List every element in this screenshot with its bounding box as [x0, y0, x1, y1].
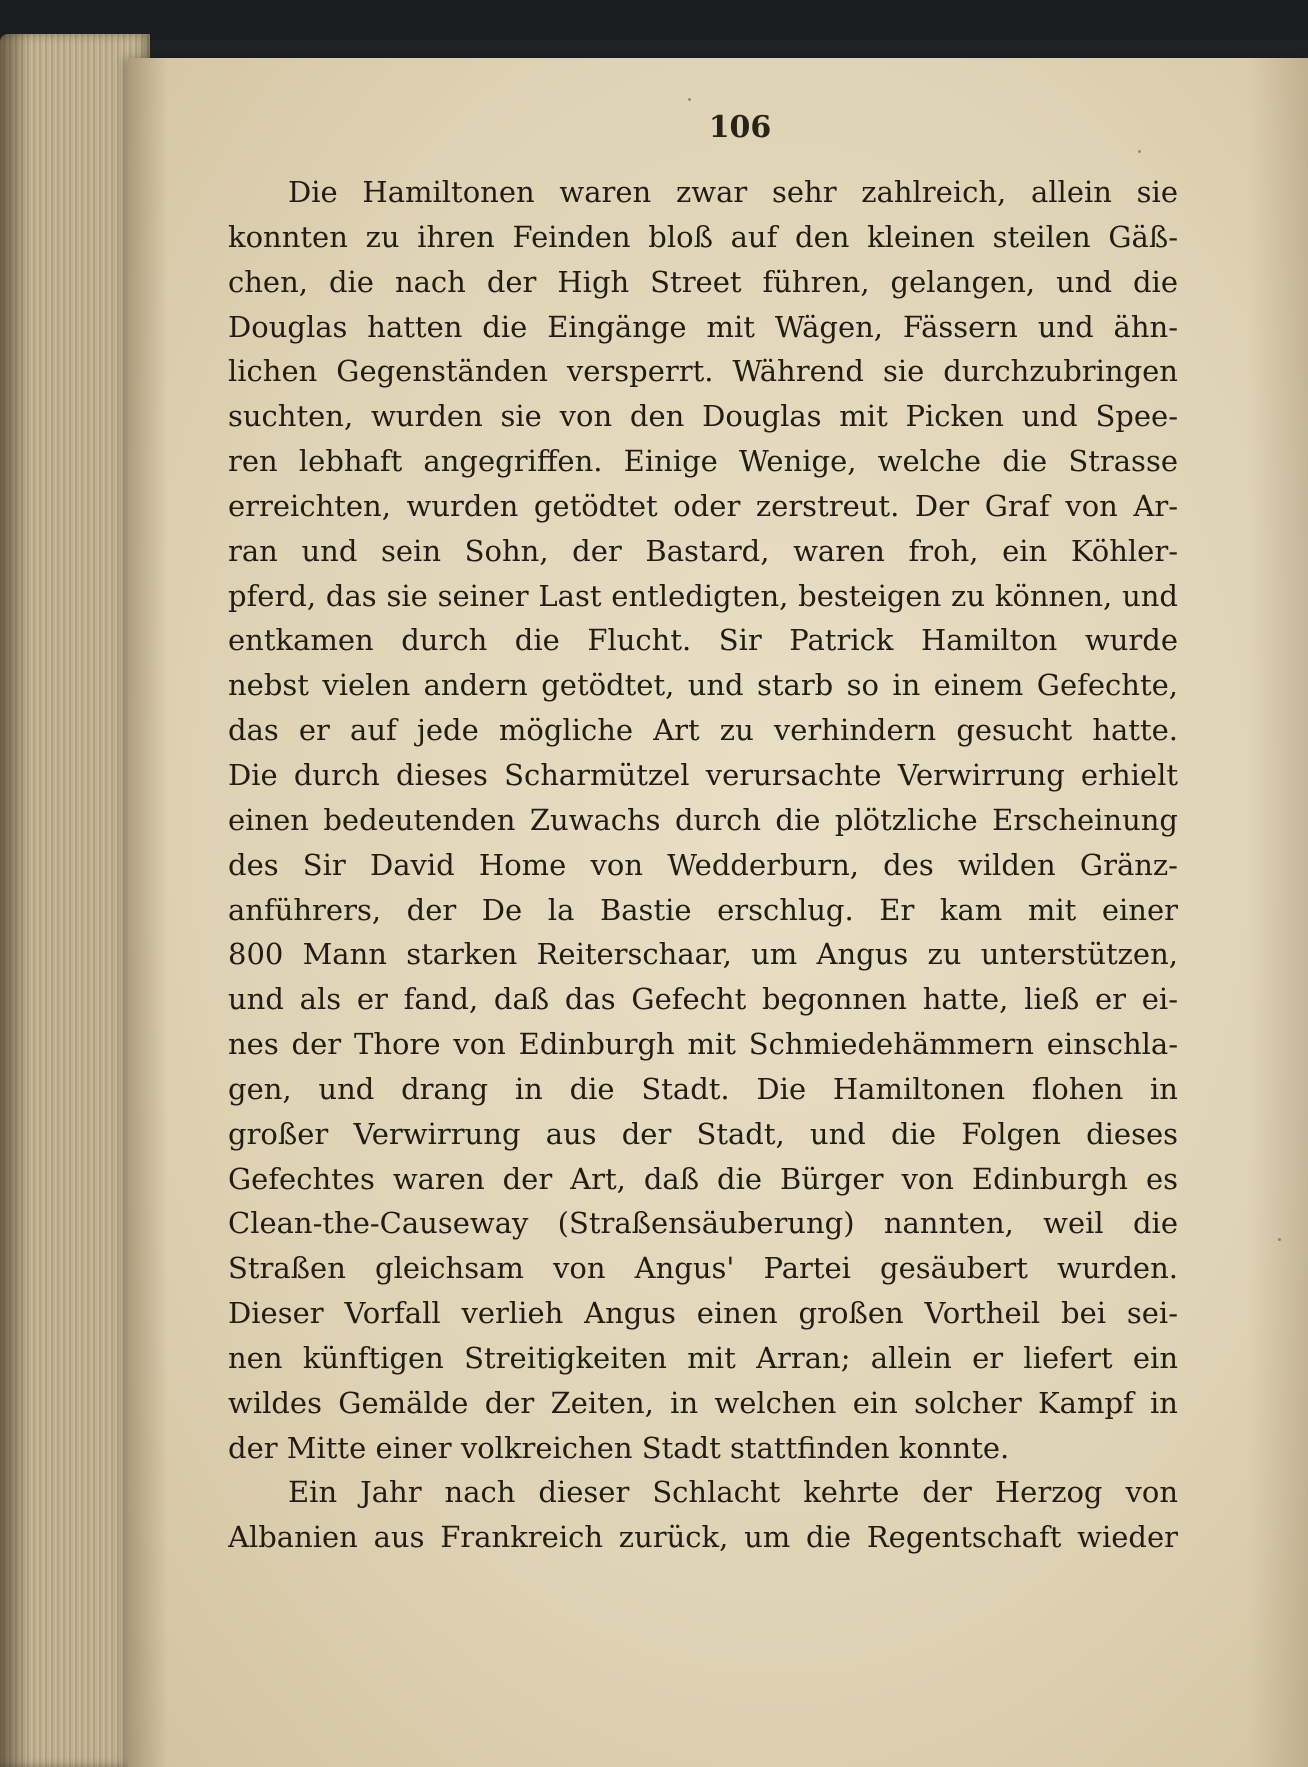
text-line: nes der Thore von Edinburgh mit Schmiedehämmern einschla-	[228, 1027, 1178, 1062]
text-line: Die Hamiltonen waren zwar sehr zahlreich, allein sie	[288, 175, 1178, 209]
text-line: anführers, der De la Bastie erschlug. Er kam mit einer	[228, 892, 1178, 927]
text-line: und als er fand, daß das Gefecht begonnen hatte, ließ er ei-	[228, 982, 1178, 1017]
paper-speck	[1138, 150, 1141, 153]
text-line: gen, und drang in die Stadt. Die Hamiltonen flohen in	[228, 1071, 1178, 1106]
text-line: das er auf jede mögliche Art zu verhindern gesucht hatte.	[228, 713, 1178, 748]
text-line: wildes Gemälde der Zeiten, in welchen ein solcher Kampf in	[228, 1385, 1178, 1420]
text-line: Gefechtes waren der Art, daß die Bürger von Edinburgh es	[228, 1161, 1178, 1196]
text-line: Albanien aus Frankreich zurück, um die Regentschaft wieder	[228, 1520, 1178, 1555]
body-text	[228, 170, 1178, 1560]
text-line: nen künftigen Streitigkeiten mit Arran; allein er liefert ein	[228, 1340, 1178, 1375]
text-line: Clean-the-Causeway (Straßensäuberung) nannten, weil die	[228, 1206, 1178, 1241]
paper-speck	[688, 98, 691, 101]
text-line: suchten, wurden sie von den Douglas mit Picken und Spee-	[228, 399, 1178, 434]
text-line: entkamen durch die Flucht. Sir Patrick Hamilton wurde	[228, 623, 1178, 658]
text-line: ren lebhaft angegriffen. Einige Wenige, welche die Strasse	[228, 444, 1178, 479]
text-line: Douglas hatten die Eingänge mit Wägen, Fässern und ähn-	[228, 309, 1178, 344]
text-line: 800 Mann starken Reiterschaar, um Angus zu unterstützen,	[228, 937, 1178, 972]
text-line: Ein Jahr nach dieser Schlacht kehrte der Herzog von	[288, 1475, 1178, 1510]
text-line: erreichten, wurden getödtet oder zerstreut. Der Graf von Ar-	[228, 488, 1178, 523]
text-line: Dieser Vorfall verlieh Angus einen großen Vortheil bei sei-	[228, 1296, 1178, 1331]
text-line: der Mitte einer volkreichen Stadt stattfinden konnte.	[228, 1430, 1010, 1465]
book-edge-shadow	[0, 34, 30, 1767]
page-right-edge	[1248, 58, 1308, 1767]
paper-speck	[1278, 1238, 1281, 1241]
text-line: pferd, das sie seiner Last entledigten, besteigen zu können, und	[228, 578, 1178, 613]
text-line: nebst vielen andern getödtet, und starb so in einem Gefechte,	[228, 668, 1178, 703]
gutter-shadow	[128, 58, 168, 1767]
text-line: einen bedeutenden Zuwachs durch die plötzliche Erscheinung	[228, 802, 1178, 837]
text-line: Straßen gleichsam von Angus' Partei gesäubert wurden.	[228, 1251, 1178, 1286]
text-line: großer Verwirrung aus der Stadt, und die Folgen dieses	[228, 1116, 1178, 1151]
text-line: chen, die nach der High Street führen, gelangen, und die	[228, 264, 1178, 299]
text-line: ran und sein Sohn, der Bastard, waren froh, ein Köhler-	[228, 533, 1178, 568]
text-line: Die durch dieses Scharmützel verursachte Verwirrung erhielt	[228, 757, 1178, 792]
text-line: des Sir David Home von Wedderburn, des wilden Gränz-	[228, 847, 1178, 882]
text-line: konnten zu ihren Feinden bloß auf den kleinen steilen Gäß-	[228, 219, 1178, 254]
dark-background	[0, 0, 1308, 40]
page-number: 106	[708, 110, 772, 145]
text-line: lichen Gegenständen versperrt. Während sie durchzubringen	[228, 354, 1178, 389]
